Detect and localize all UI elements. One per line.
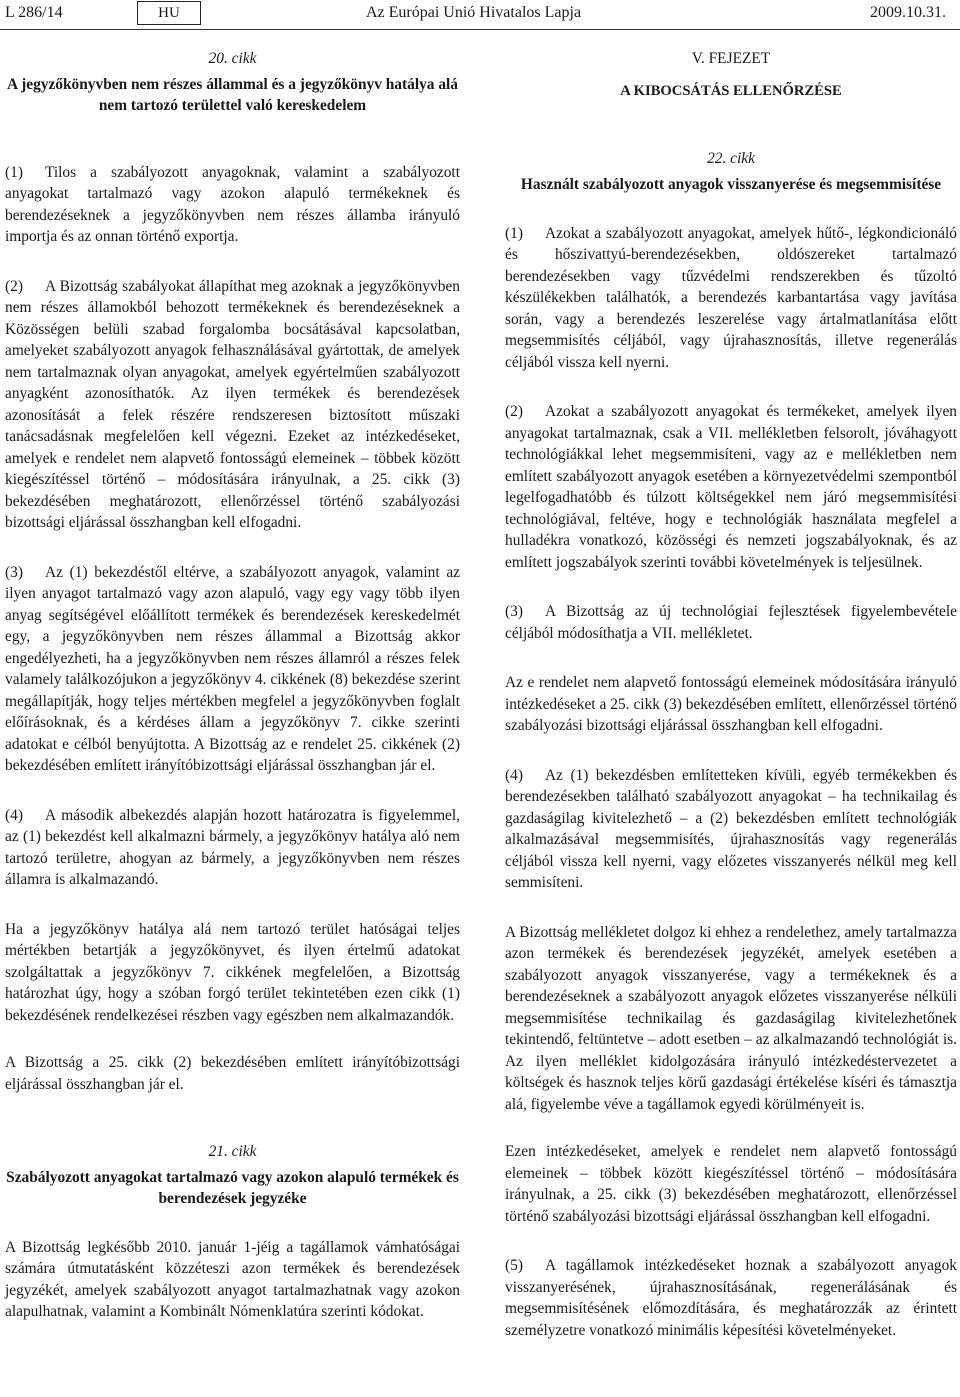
article-22-paragraph-4: (4) Az (1) bekezdésben említetteken kívüli, egyéb termékekben és berendezésekben található szabályozott anyagokat – ha technikailag és gazdaságilag kivitelezhető – a (2) bekezdésben említett technológiák alkalmazásával megsemmisítés, újrahasznosítás vagy regenerálás céljából vissza kell nyerni, vagy előzetes visszanyerés nélkül meg kell semmisíteni. xyxy=(505,766,957,891)
chapter-title: A KIBOCSÁTÁS ELLENŐRZÉSE xyxy=(620,82,842,99)
language-code-box: HU xyxy=(137,1,201,25)
journal-title: Az Európai Unió Hivatalos Lapja xyxy=(366,4,582,21)
article-21-title: Szabályozott anyagokat tartalmazó vagy azokon alapuló termékek és berendezések jegyzéke xyxy=(6,1168,459,1207)
header-rule xyxy=(0,29,960,30)
publication-date: 2009.10.31. xyxy=(870,4,946,21)
article-20-title: A jegyzőkönyvben nem részes állammal és a jegyzőkönyv hatálya alá nem tartozó területtel való kereskedelem xyxy=(7,75,458,114)
article-20-paragraph-3: (3) Az (1) bekezdéstől eltérve, a szabályozott anyagok, valamint az ilyen anyagot tartalmazó vagy azon alapuló, vagy egy vagy több ilyen anyag segítségével előállított termékek és berendezések kereskedelmét egy, a jegyzőkönyvben nem részes állammal a Bizottság akkor engedélyezheti, ha a jegyzőkönyvben nem részes államról a részes felek valamely találkozójukon a jegyzőkönyv 4. cikkének (8) bekezdése szerint megállapítják, hogy teljes mértékben megfelel a jegyzőkönyvben foglalt előírásoknak, és a kérdéses állam a jegyzőkönyv 7. cikke szerinti adatokat e célból benyújtotta. A Bizottság az e rendelet 25. cikkének (2) bekezdésében említett irányítóbizottsági eljárással összhangban jár el. xyxy=(5,563,460,774)
article-20-paragraph-4-sub-1: Ha a jegyzőkönyv hatálya alá nem tartozó terület hatóságai teljes mértékben betartják a jegyzőkönyvet, és ilyen értelmű adatokat szolgáltattak a jegyzőkönyv 7. cikkének megfelelően, a Bizottság határozhat úgy, hogy a szóban forgó terület tekintetében ezen cikk (1) bekezdésének rendelkezései részben vagy egészben nem alkalmazandók. xyxy=(5,920,460,1024)
right-column xyxy=(505,48,957,1341)
article-22-paragraph-1: (1) Azokat a szabályozott anyagokat, amelyek hűtő-, légkondicionáló és hőszivattyú-berendezésekben, oldószereket tartalmazó berendezésekben vagy tűzvédelmi rendszerekben és tűzoltó készülékekben találhatók, a berendezés karbantartása vagy javítása során, vagy a berendezés leszerelése vagy ártalmatlanítása előtt megsemmisítés céljából, vagy újrahasznosítás, illetve regenerálás céljából vissza kell nyerni. xyxy=(505,224,957,371)
article-20-paragraph-1: (1) Tilos a szabályozott anyagoknak, valamint a szabályozott anyagokat tartalmazó vagy azokon alapuló termékeknek és berendezéseknek a jegyzőkönyvben nem részes államba irányuló importja és az onnan történő exportja. xyxy=(5,163,460,245)
article-22-paragraph-3-sub: Az e rendelet nem alapvető fontosságú elemeinek módosítására irányuló intézkedéseket a 25. cikk (3) bekezdésében említett, ellenőrzéssel történő szabályozási bizottsági eljárással összhangban kell elfogadni. xyxy=(505,674,957,734)
page-header xyxy=(0,0,960,30)
chapter-number: V. FEJEZET xyxy=(691,50,771,67)
article-22-paragraph-3: (3) A Bizottság az új technológiai fejlesztések figyelembevétele céljából módosíthatja a VII. mellékletet. xyxy=(505,603,957,642)
article-20-paragraph-4-sub-2: A Bizottság a 25. cikk (2) bekezdésében említett irányítóbizottsági eljárással összhangban jár el. xyxy=(5,1054,460,1093)
article-22-paragraph-5: (5) A tagállamok intézkedéseket hoznak a szabályozott anyagok visszanyerésének, újrahasznosításának, regenerálásának és megsemmisítésének előmozdítására, és meghatározzák az érintett személyzetre vonatkozó minimális képesítési követelményeket. xyxy=(505,1257,957,1339)
article-20-number: 20. cikk xyxy=(208,50,257,67)
left-column xyxy=(5,48,460,1323)
article-21-number: 21. cikk xyxy=(208,1143,257,1160)
article-22-paragraph-2: (2) Azokat a szabályozott anyagokat és termékeket, amelyek ilyen anyagokat tartalmaznak, csak a VII. mellékletben felsorolt, jóváhagyott technológiákkal lehet megsemmisíteni, vagy az e mellékletben nem említett szabályozott anyagok esetében a környezetvédelmi szempontból legelfogadhatóbb és túlzott költségekkel nem járó megsemmisítési technológiával, feltéve, hogy e technológiák használata megfelel a hulladékra vonatkozó, közösségi és nemzeti jogszabályoknak, és az említett jogszabályok szerinti további követelmények is teljesülnek. xyxy=(505,403,957,571)
article-22-title: Használt szabályozott anyagok visszanyerése és megsemmisítése xyxy=(520,175,942,193)
article-22-number: 22. cikk xyxy=(707,150,755,167)
article-20-paragraph-4: (4) A második albekezdés alapján hozott határozatra is figyelemmel, az (1) bekezdést kell alkalmazni bármely, a jegyzőkönyv hatálya aló nem tartozó területre, ahogyan az bármely, a jegyzőkönyvben nem részes államra is alkalmazandó. xyxy=(5,806,460,888)
article-20-paragraph-2: (2) A Bizottság szabályokat állapíthat meg azoknak a jegyzőkönyvben nem részes államokból behozott termékeknek és berendezéseknek a Közösségen belüli szabad forgalomba bocsátásával kapcsolatban, amelyeket szabályozott anyagok felhasználásával gyártottak, de amelyek nem tartalmaznak olyan anyagokat, amelyek egyértelműen szabályozott anyagként azonosíthatók. Az ilyen termékek és berendezések azonosítását a felek részére rendszeresen biztosított műszaki tanácsadásnak megfelelően kell végezni. Ezeket az intézkedéseket, amelyek e rendelet nem alapvető fontosságú elemeinek – többek között kiegészítéssel történő – módosítására irányulnak, a 25. cikk (3) bekezdésében meghatározott, ellenőrzéssel történő szabályozási bizottsági eljárással összhangban kell elfogadni. xyxy=(5,277,460,531)
page-number: L 286/14 xyxy=(5,4,63,21)
article-22-paragraph-4-sub-1: A Bizottság mellékletet dolgoz ki ehhez a rendelethez, amely tartalmazza azon termékek és berendezések jegyzékét, amelyek esetében a szabályozott anyagok visszanyerése, vagy a termékeknek és a berendezéseknek a szabályozott anyagok előzetes visszanyerése nélküli megsemmisítése technikailag és gazdaságilag kivitelezhetőnek tekintendő, feltüntetve – adott esetben – az alkalmazandó technológiát is. Az ilyen melléklet kidolgozására irányuló intézkedéstervezetet a költségek és hasznok teljes körű gazdasági értékelése kíséri és támasztja alá, figyelembe véve a tagállamok egyedi körülményeit is. xyxy=(505,923,957,1113)
article-22-paragraph-4-sub-2: Ezen intézkedéseket, amelyek e rendelet nem alapvető fontosságú elemeinek – többek között kiegészítéssel történő – módosítására irányulnak, a 25. cikk (3) bekezdésében meghatározott, ellenőrzéssel történő szabályozási bizottsági eljárással összhangban kell elfogadni. xyxy=(505,1143,957,1225)
article-21-text: A Bizottság legkésőbb 2010. január 1-jéig a tagállamok vámhatóságai számára útmutatásként közzéteszi azon termékek és berendezések jegyzékét, amelyek szabályozott anyagot tartalmazhatnak vagy azokon alapulhatnak, valamint a Kombinált Nómenklatúra szerinti kódokat. xyxy=(5,1238,460,1320)
